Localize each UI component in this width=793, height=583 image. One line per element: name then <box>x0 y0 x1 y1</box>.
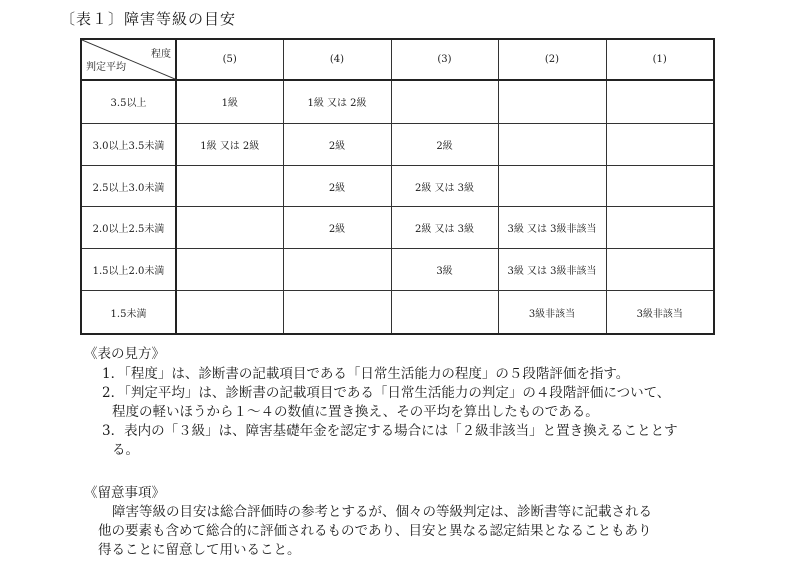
grade-cell <box>606 207 714 249</box>
grade-cell: 3級非該当 <box>498 291 606 334</box>
column-header-1: (1) <box>606 39 714 80</box>
corner-header-cell <box>81 39 176 80</box>
howto-item: 1．「程度」は、診断書の記載項目である「日常生活能力の程度」の５段階評価を指す。 <box>102 366 630 382</box>
grade-cell <box>176 249 283 291</box>
row-label: 2.0以上2.5未満 <box>81 207 176 249</box>
grade-cell: 2級 又は 3級 <box>391 207 498 249</box>
grade-cell <box>498 165 606 207</box>
table-row <box>81 123 714 165</box>
grade-cell: 3級非該当 <box>606 291 714 334</box>
row-label: 2.5以上3.0未満 <box>81 165 176 207</box>
grade-cell: 2級 又は 3級 <box>391 165 498 207</box>
grade-cell <box>606 165 714 207</box>
grade-cell: 1級 又は 2級 <box>283 80 391 123</box>
degree-header: 程度 <box>151 49 171 60</box>
notes-line: 得ることに留意して用いること。 <box>98 542 301 558</box>
average-header: 判定平均 <box>86 62 126 73</box>
table-row <box>81 207 714 249</box>
grade-cell <box>606 123 714 165</box>
howto-heading: 《表の見方》 <box>84 346 165 362</box>
column-header-2: (2) <box>498 39 606 80</box>
howto-item: 2．「判定平均」は、診断書の記載項目である「日常生活能力の判定」の４段階評価について、 <box>102 385 671 401</box>
howto-item: 3．表内の「３級」は、障害基礎年金を認定する場合には「２級非該当」と置き換えることとす <box>102 423 678 439</box>
column-header-4: (4) <box>283 39 391 80</box>
row-label: 1.5以上2.0未満 <box>81 249 176 291</box>
grade-cell: 1級 <box>176 80 283 123</box>
table-title: 〔表１〕障害等級の目安 <box>60 10 237 28</box>
grade-guideline-table <box>80 38 715 335</box>
grade-cell <box>391 291 498 334</box>
table-row <box>81 291 714 334</box>
grade-cell: 3級 又は 3級非該当 <box>498 207 606 249</box>
grade-cell: 2級 <box>283 207 391 249</box>
table-row <box>81 80 714 123</box>
grade-cell <box>498 80 606 123</box>
grade-cell: 2級 <box>283 165 391 207</box>
table-row <box>81 249 714 291</box>
grade-cell: 2級 <box>391 123 498 165</box>
grade-cell <box>176 291 283 334</box>
notes-line: 他の要素も含めて総合的に評価されるものであり、目安と異なる認定結果となることもあり <box>98 523 652 539</box>
row-label: 1.5未満 <box>81 291 176 334</box>
grade-cell: 1級 又は 2級 <box>176 123 283 165</box>
grade-cell <box>391 80 498 123</box>
grade-cell <box>283 249 391 291</box>
howto-item-continued: る。 <box>112 442 139 458</box>
grade-cell <box>606 249 714 291</box>
grade-cell <box>498 123 606 165</box>
grade-cell: 3級 <box>391 249 498 291</box>
grade-cell <box>606 80 714 123</box>
row-label: 3.5以上 <box>81 80 176 123</box>
table-header-row <box>81 39 714 80</box>
notes-heading: 《留意事項》 <box>84 485 165 501</box>
table-row <box>81 165 714 207</box>
grade-cell: 3級 又は 3級非該当 <box>498 249 606 291</box>
row-label: 3.0以上3.5未満 <box>81 123 176 165</box>
column-header-5: (5) <box>176 39 283 80</box>
column-header-3: (3) <box>391 39 498 80</box>
howto-item-continued: 程度の軽いほうから１～４の数値に置き換え、その平均を算出したものである。 <box>112 404 599 420</box>
grade-cell: 2級 <box>283 123 391 165</box>
grade-cell <box>283 291 391 334</box>
notes-line: 障害等級の目安は総合評価時の参考とするが、個々の等級判定は、診断書等に記載される <box>112 504 652 520</box>
grade-cell <box>176 207 283 249</box>
grade-cell <box>176 165 283 207</box>
